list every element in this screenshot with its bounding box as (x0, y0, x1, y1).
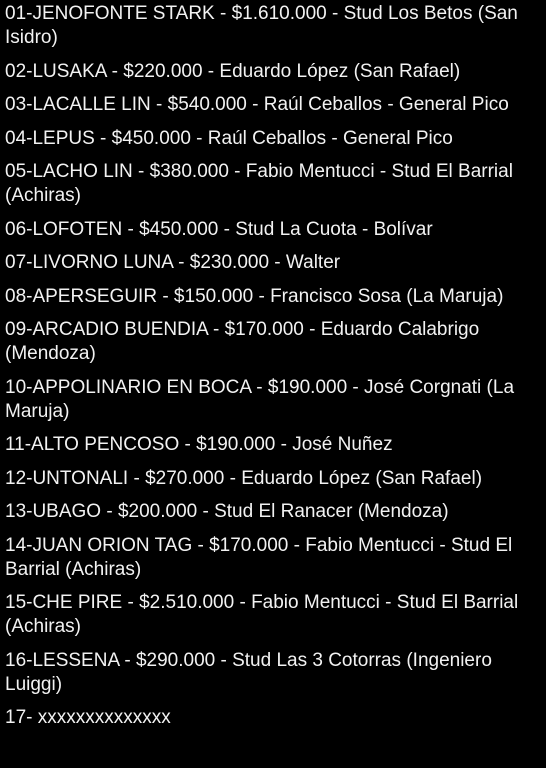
auction-results-list (5, 2, 541, 740)
list-item: 11-ALTO PENCOSO - $190.000 - José Nuñez (5, 434, 393, 455)
list-item: 05-LACHO LIN - $380.000 - Fabio Mentucci - Stud El Barrial (Achiras) (5, 161, 513, 206)
list-item: 02-LUSAKA - $220.000 - Eduardo López (San Rafael) (5, 60, 461, 82)
list-item: 07-LIVORNO LUNA - $230.000 - Walter (5, 252, 341, 273)
list-item: 15-CHE PIRE - $2.510.000 - Fabio Mentucci - Stud El Barrial (Achiras) (5, 592, 519, 637)
list-item: 06-LOFOTEN - $450.000 - Stud La Cuota - Bolívar (5, 218, 433, 240)
list-item: 10-APPOLINARIO EN BOCA - $190.000 - José Corgnati (La Maruja) (5, 376, 515, 422)
list-item: 13-UBAGO - $200.000 - Stud El Ranacer (Mendoza) (5, 501, 449, 522)
list-item: 14-JUAN ORION TAG - $170.000 - Fabio Mentucci - Stud El Barrial (Achiras) (5, 534, 513, 580)
list-item: 16-LESSENA - $290.000 - Stud Las 3 Cotorras (Ingeniero Luiggi) (5, 649, 492, 695)
list-item: 03-LACALLE LIN - $540.000 - Raúl Ceballos - General Pico (5, 94, 509, 115)
list-item: 12-UNTONALI - $270.000 - Eduardo López (San Rafael) (5, 467, 483, 489)
list-item: 17- xxxxxxxxxxxxxx (5, 707, 171, 728)
list-item: 04-LEPUS - $450.000 - Raúl Ceballos - General Pico (5, 127, 453, 149)
list-item: 01-JENOFONTE STARK - $1.610.000 - Stud Los Betos (San Isidro) (5, 3, 518, 48)
list-item: 09-ARCADIO BUENDIA - $170.000 - Eduardo Calabrigo (Mendoza) (5, 319, 480, 364)
list-item: 08-APERSEGUIR - $150.000 - Francisco Sosa (La Maruja) (5, 285, 504, 307)
